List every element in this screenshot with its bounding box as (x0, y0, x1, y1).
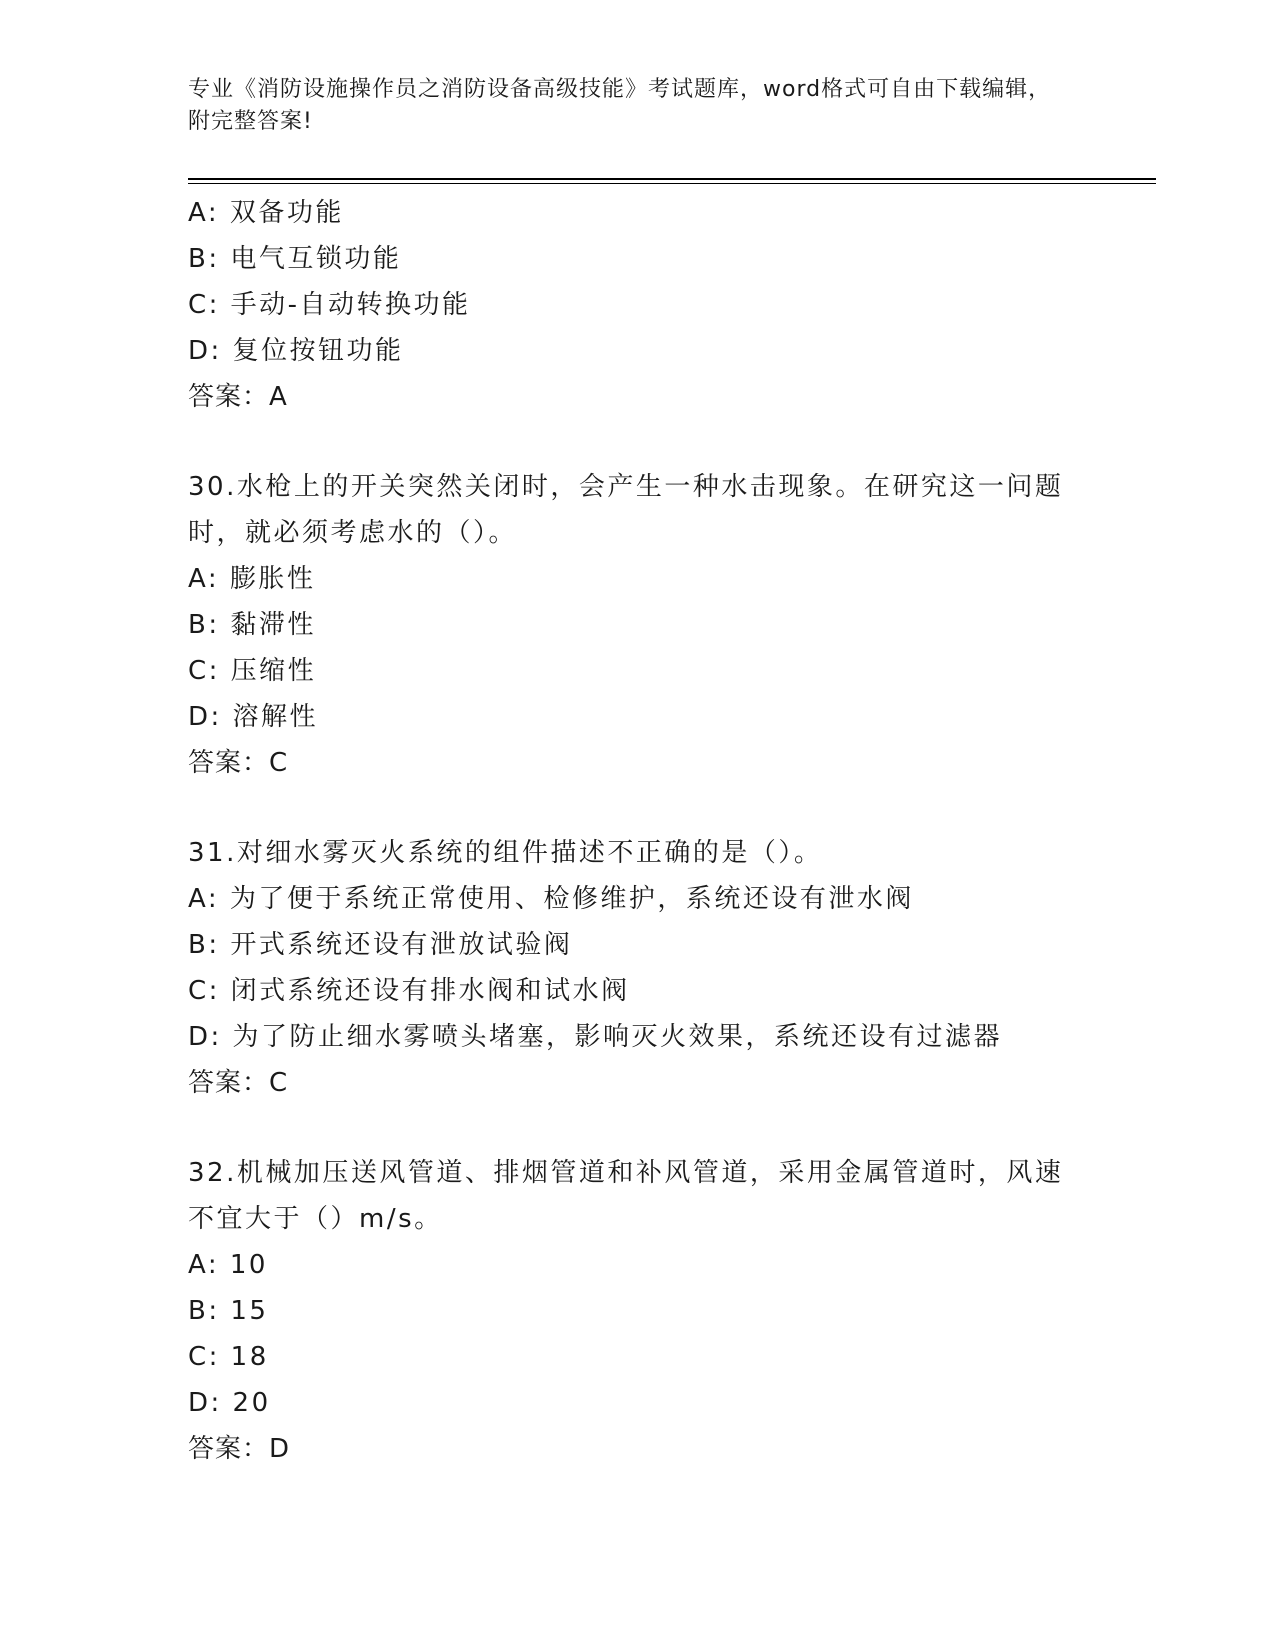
option-c: C: 手动-自动转换功能 (188, 290, 471, 320)
option-a: A: 双备功能 (188, 198, 344, 228)
option-a: A: 10 (188, 1250, 268, 1280)
answer: 答案：A (188, 382, 288, 412)
answer: 答案：C (188, 1068, 289, 1098)
option-b: B: 15 (188, 1296, 269, 1326)
option-c: C: 压缩性 (188, 656, 317, 686)
header-divider-thin (188, 183, 1156, 184)
answer: 答案：C (188, 748, 289, 778)
question-block-31 (188, 830, 1088, 1106)
question-text: 32.机械加压送风管道、排烟管道和补风管道，采用金属管道时，风速 (188, 1158, 1064, 1188)
question-block-32 (188, 1150, 1088, 1472)
header-divider-thick (188, 178, 1156, 180)
option-b: B: 电气互锁功能 (188, 244, 402, 274)
option-d: D: 复位按钮功能 (188, 336, 404, 366)
question-text-continued: 不宜大于（）m/s。 (188, 1204, 443, 1234)
option-d: D: 溶解性 (188, 702, 319, 732)
question-text: 30.水枪上的开关突然关闭时，会产生一种水击现象。在研究这一问题 (188, 472, 1064, 502)
question-text-continued: 时，就必须考虑水的（）。 (188, 518, 518, 548)
question-text: 31.对细水雾灭火系统的组件描述不正确的是（）。 (188, 838, 823, 868)
answer: 答案：D (188, 1434, 291, 1464)
option-d: D: 为了防止细水雾喷头堵塞，影响灭火效果，系统还设有过滤器 (188, 1022, 1003, 1052)
option-b: B: 黏滞性 (188, 610, 316, 640)
option-c: C: 闭式系统还设有排水阀和试水阀 (188, 976, 630, 1006)
question-block-29 (188, 190, 1088, 420)
option-b: B: 开式系统还设有泄放试验阀 (188, 930, 573, 960)
option-d: D: 20 (188, 1388, 271, 1418)
document-header: 专业《消防设施操作员之消防设备高级技能》考试题库，word格式可自由下载编辑，附完整答案! (188, 77, 1052, 134)
option-a: A: 为了便于系统正常使用、检修维护，系统还设有泄水阀 (188, 884, 914, 914)
question-list (188, 190, 1088, 1472)
question-block-30 (188, 464, 1088, 786)
option-c: C: 18 (188, 1342, 269, 1372)
option-a: A: 膨胀性 (188, 564, 316, 594)
